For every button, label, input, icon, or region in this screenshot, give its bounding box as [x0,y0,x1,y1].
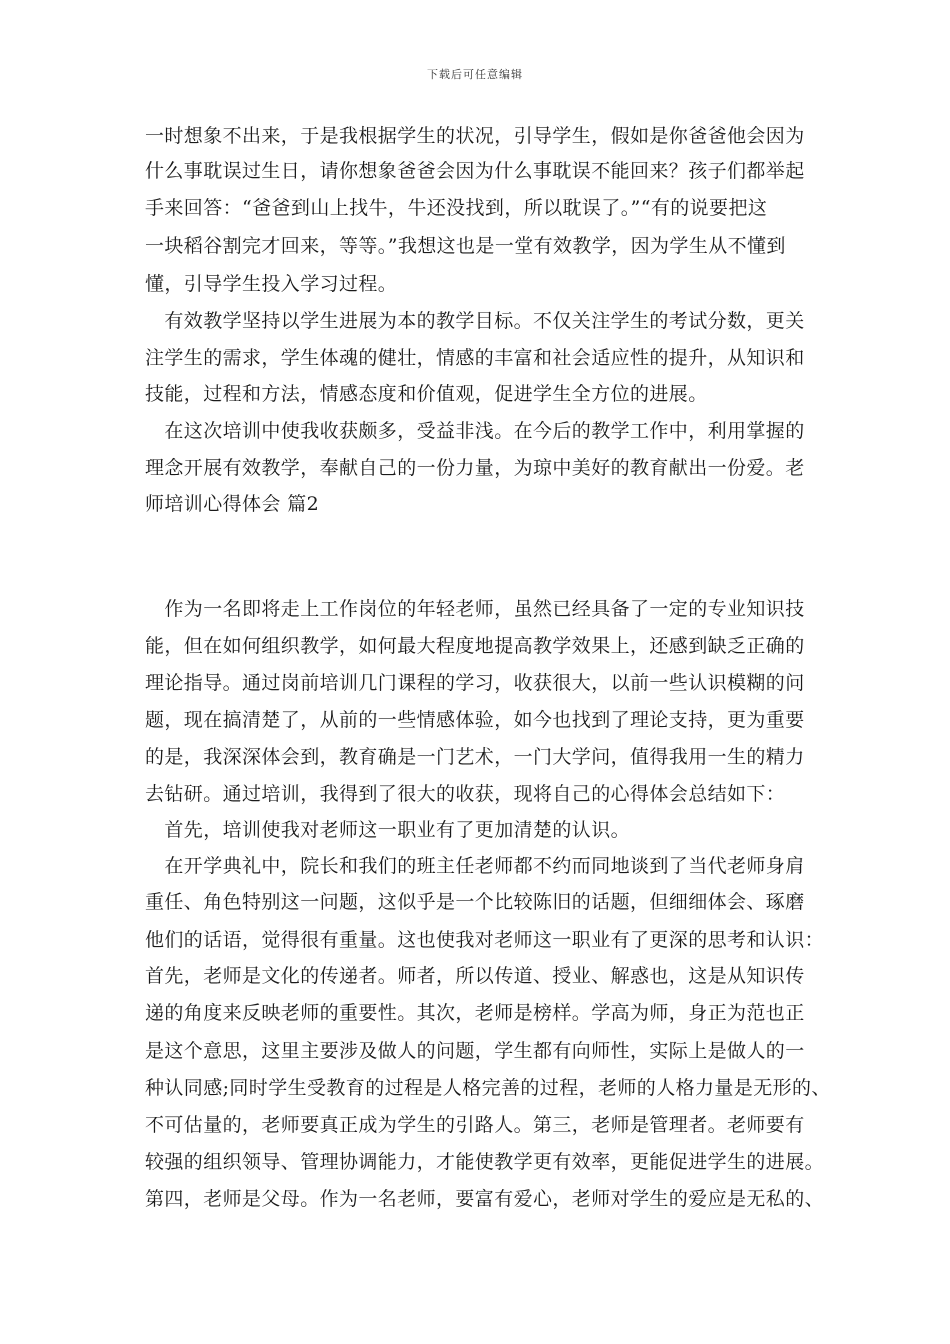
text-line: 什么事耽误过生日，请你想象爸爸会因为什么事耽误不能回来？孩子们都举起 [145,160,805,182]
text-line: 首先，培训使我对老师这一职业有了更加清楚的认识。 [145,819,631,841]
text-line: 有效教学坚持以学生进展为本的教学目标。不仅关注学生的考试分数，更关 [145,310,805,332]
text-line: 不可估量的，老师要真正成为学生的引路人。第三，老师是管理者。老师要有 [145,1114,805,1136]
text-line: 是这个意思，这里主要涉及做人的问题，学生都有向师性，实际上是做人的一 [145,1040,805,1062]
text-line: 首先，老师是文化的传递者。师者，所以传道、授业、解惑也，这是从知识传 [145,965,805,987]
text-line: 的是，我深深体会到，教育确是一门艺术，一门大学问，值得我用一生的精力 [145,746,805,768]
section-heading: 师培训心得体会 篇2 [145,493,320,515]
text-line: 手来回答：“爸爸到山上找牛，牛还没找到，所以耽误了。”“有的说要把这 [145,197,768,219]
text-line: 第四，老师是父母。作为一名老师，要富有爱心，老师对学生的爱应是无私的、 [145,1188,825,1210]
text-line: 一块稻谷割完才回来，等等。”我想这也是一堂有效教学，因为学生从不懂到 [145,235,786,257]
text-line: 懂，引导学生投入学习过程。 [145,273,398,295]
text-line: 较强的组织领导、管理协调能力，才能使教学更有效率，更能促进学生的进展。 [145,1151,825,1173]
text-line: 在这次培训中使我收获颇多，受益非浅。在今后的教学工作中，利用掌握的 [145,420,805,442]
text-line: 作为一名即将走上工作岗位的年轻老师，虽然已经具备了一定的专业知识技 [145,598,805,620]
page-header: 下载后可任意编辑 [427,68,523,81]
text-line: 去钻研。通过培训，我得到了很大的收获，现将自己的心得体会总结如下： [145,783,786,805]
text-line: 注学生的需求，学生体魂的健壮，情感的丰富和社会适应性的提升，从知识和 [145,347,805,369]
text-line: 重任、角色特别这一问题，这似乎是一个比较陈旧的话题，但细细体会、琢磨 [145,891,805,913]
text-line: 理念开展有效教学，奉献自己的一份力量，为琼中美好的教育献出一份爱。老 [145,457,805,479]
text-line: 种认同感;同时学生受教育的过程是人格完善的过程，老师的人格力量是无形的、 [145,1077,831,1099]
text-line: 在开学典礼中，院长和我们的班主任老师都不约而同地谈到了当代老师身肩 [145,855,805,877]
text-line: 题，现在搞清楚了，从前的一些情感体验，如今也找到了理论支持，更为重要 [145,709,805,731]
text-line: 递的角度来反映老师的重要性。其次，老师是榜样。学高为师，身正为范也正 [145,1002,805,1024]
text-line: 理论指导。通过岗前培训几门课程的学习，收获很大，以前一些认识模糊的问 [145,672,805,694]
text-line: 一时想象不出来，于是我根据学生的状况，引导学生，假如是你爸爸他会因为 [145,125,805,147]
text-line: 能，但在如何组织教学，如何最大程度地提高教学效果上，还感到缺乏正确的 [145,635,805,657]
text-line: 他们的话语，觉得很有重量。这也使我对老师这一职业有了更深的思考和认识： [145,929,825,951]
text-line: 技能，过程和方法，情感态度和价值观，促进学生全方位的进展。 [145,383,708,405]
